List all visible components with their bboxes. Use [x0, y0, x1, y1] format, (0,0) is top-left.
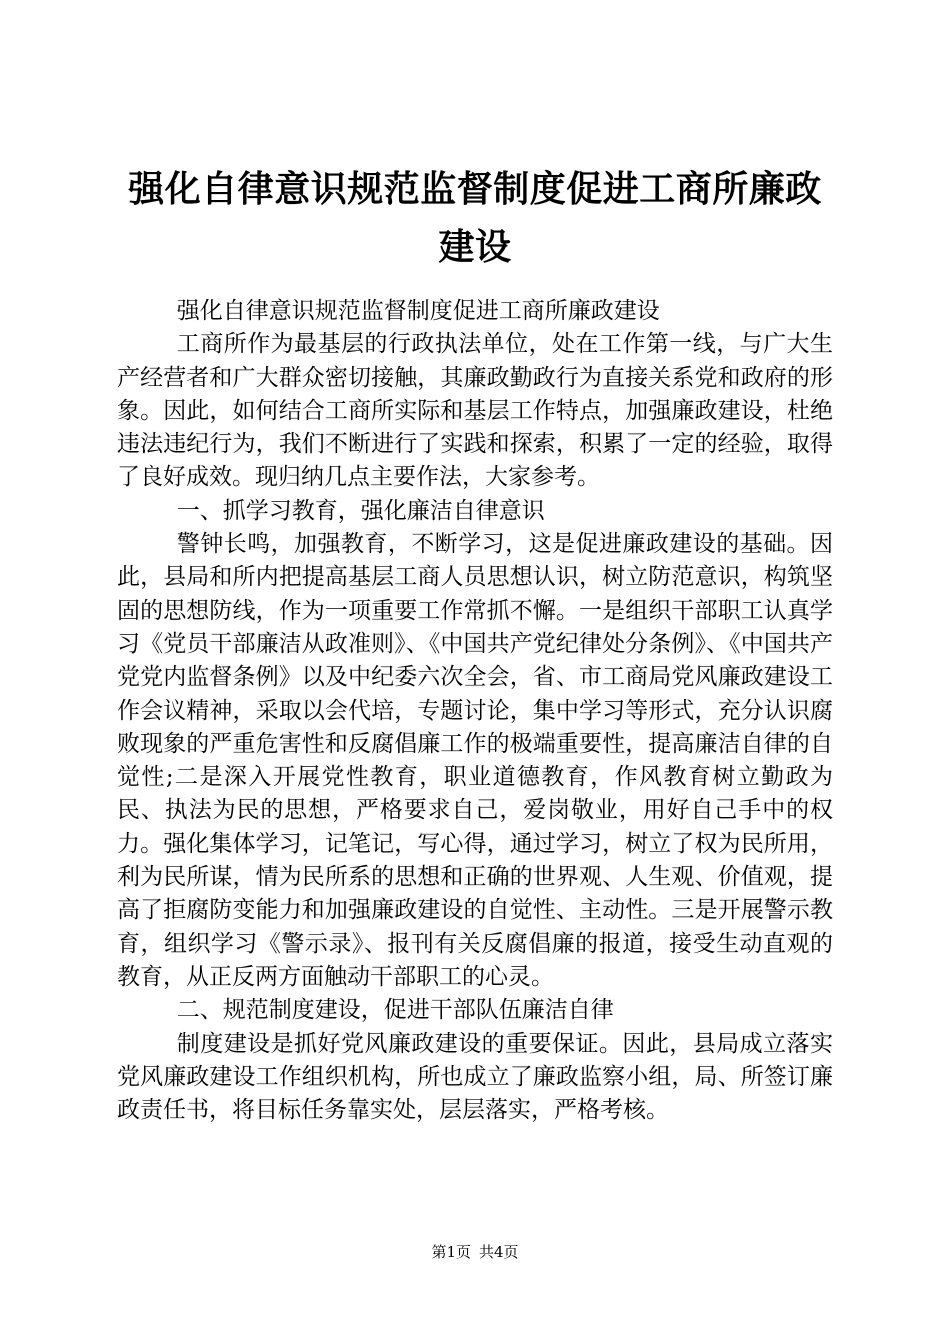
page-total: 共4页 [479, 1243, 519, 1261]
page-footer [0, 1242, 950, 1262]
intro-paragraph: 工商所作为最基层的行政执法单位，处在工作第一线，与广大生产经营者和广大群众密切接触，其廉政勤政行为直接关系党和政府的形象。因此，如何结合工商所实际和基层工作特点，加强廉政建设，杜绝违法违纪行为，我们不断进行了实践和探索，积累了一定的经验，取得了良好成效。现归纳几点主要作法，大家参考。 [117, 331, 833, 491]
page-number: 第1页 [431, 1243, 471, 1261]
section-heading-1: 一、抓学习教育，强化廉洁自律意识 [176, 497, 545, 524]
section-1-paragraph: 警钟长鸣，加强教育，不断学习，这是促进廉政建设的基础。因此，县局和所内把提高基层工商人员思想认识，树立防范意识，构筑坚固的思想防线，作为一项重要工作常抓不懈。一是组织干部职工认真学习《党员干部廉洁从政准则》、《中国共产党纪律处分条例》、《中国共产党党内监督条例》以及中纪委六次全会，省、市工商局党风廉政建设工作会议精神，采取以会代培，专题讨论，集中学习等形式，充分认识腐败现象的严重危害性和反腐倡廉工作的极端重要性，提高廉洁自律的自觉性;二是深入开展党性教育，职业道德教育，作风教育树立勤政为民、执法为民的思想，严格要求自己，爱岗敬业，用好自己手中的权力。强化集体学习，记笔记，写心得，通过学习，树立了权为民所用，利为民所谋，情为民所系的思想和正确的世界观、人生观、价值观，提高了拒腐防变能力和加强廉政建设的自觉性、主动性。三是开展警示教育，组织学习《警示录》、报刊有关反腐倡廉的报道，接受生动直观的教育，从正反两方面触动干部职工的心灵。 [117, 531, 833, 990]
section-2-paragraph: 制度建设是抓好党风廉政建设的重要保证。因此，县局成立落实党风廉政建设工作组织机构，所也成立了廉政监察小组，局、所签订廉政责任书，将目标任务靠实处，层层落实，严格考核。 [117, 1030, 833, 1124]
subtitle-paragraph: 强化自律意识规范监督制度促进工商所廉政建设 [176, 298, 660, 324]
section-heading-2: 二、规范制度建设，促进干部队伍廉洁自律 [176, 997, 614, 1024]
document-title: 强化自律意识规范监督制度促进工商所廉政建设 [128, 168, 822, 268]
document-body [117, 295, 833, 1127]
